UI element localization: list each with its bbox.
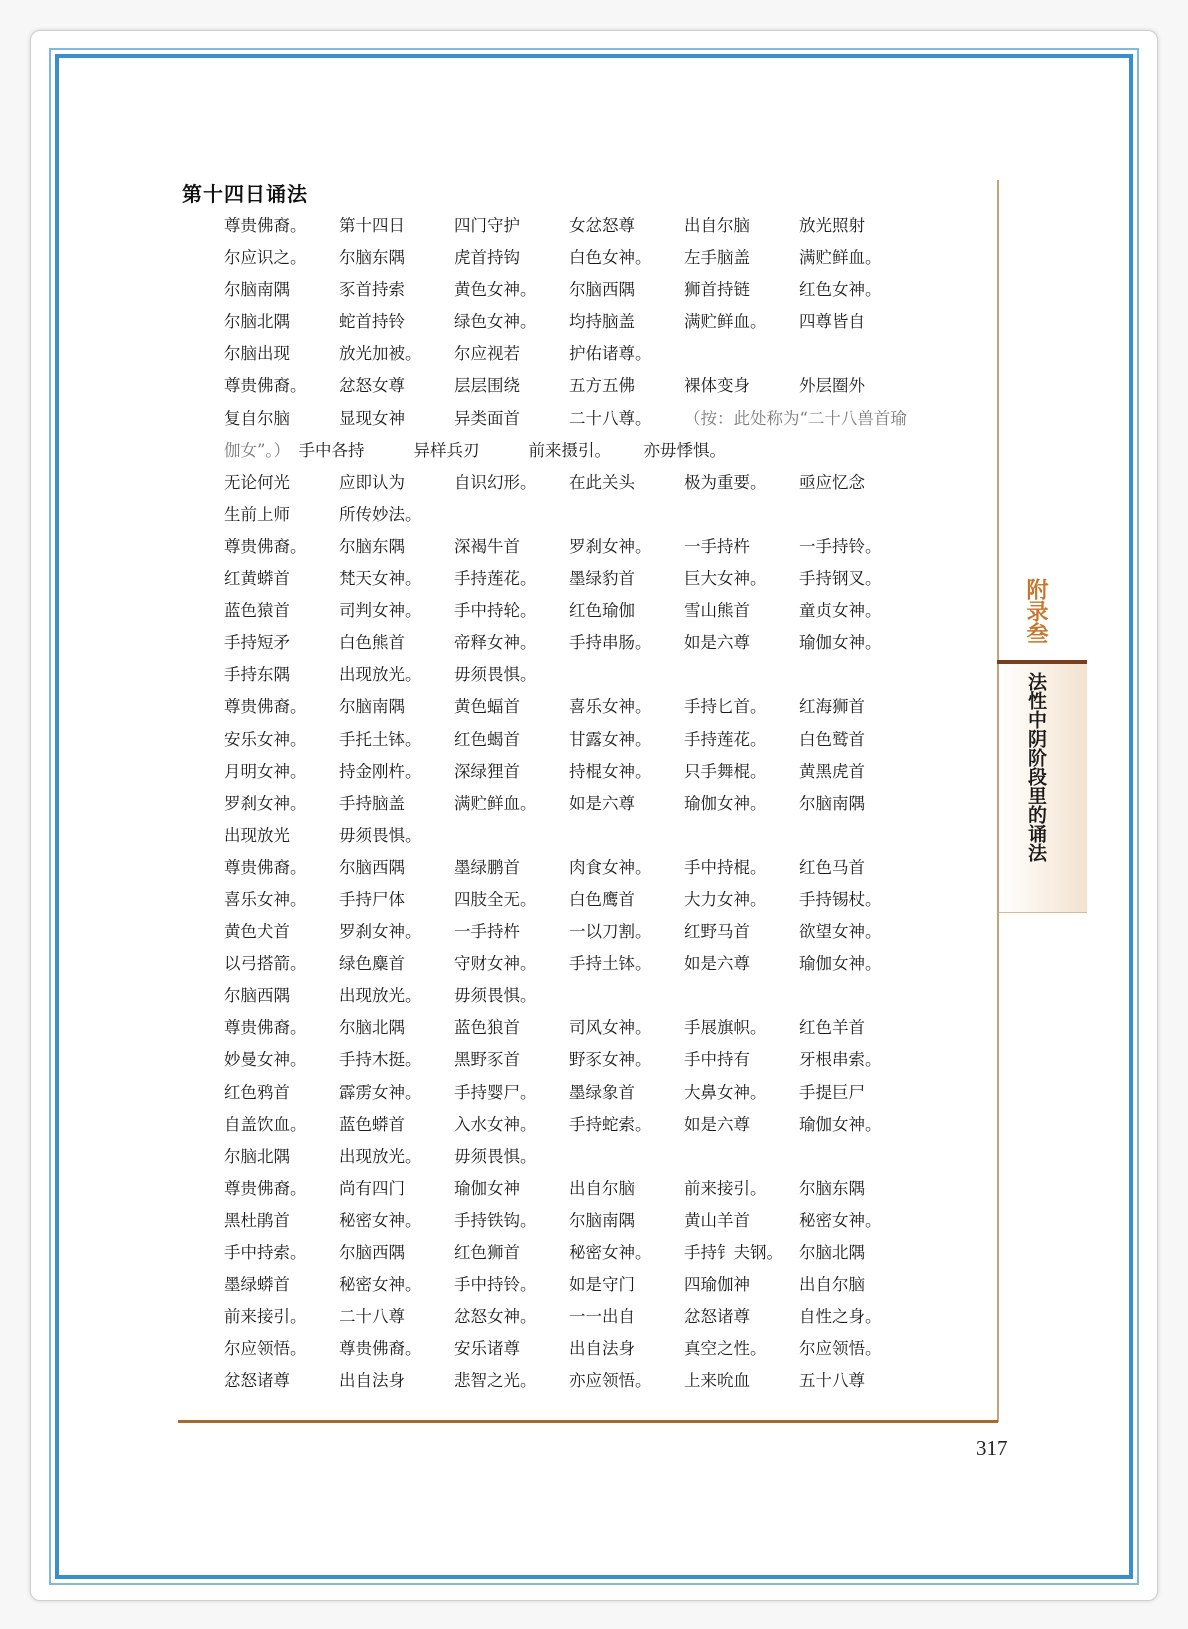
- verse-phrase: 黄黑虎首: [799, 761, 865, 781]
- text-body: [224, 210, 994, 1397]
- verse-phrase: 安乐诸尊: [454, 1339, 520, 1359]
- verse-phrase: 出自尔脑: [684, 216, 750, 235]
- verse-phrase: 尔脑西隅: [569, 280, 635, 300]
- editor-note: （按：此处称为“二十八兽首瑜: [684, 408, 907, 428]
- verse-phrase: 尔脑西隅: [339, 1243, 405, 1262]
- verse-phrase: 蛇首持铃: [339, 312, 405, 332]
- verse-phrase: 毋须畏惧。: [454, 665, 537, 685]
- verse-phrase: 红色蝎首: [454, 729, 520, 749]
- verse-phrase: 红海狮首: [799, 697, 865, 717]
- verse-phrase: 亟应忆念: [799, 472, 865, 492]
- verse-phrase: 出现放光。: [339, 1146, 422, 1166]
- text-line: [224, 756, 994, 788]
- text-line: [224, 1173, 994, 1205]
- verse-phrase: 入水女神。: [454, 1114, 537, 1134]
- verse-phrase: 尔脑东隅: [799, 1178, 865, 1198]
- verse-phrase: 绿色女神。: [454, 312, 537, 332]
- editor-note-continued: 伽女”。）: [224, 440, 282, 460]
- verse-phrase: 手中持轮。: [454, 601, 537, 621]
- verse-phrase: 红色马首: [799, 857, 865, 877]
- verse-phrase: 裸体变身: [684, 376, 750, 396]
- verse-phrase: 牙根串索。: [799, 1050, 882, 1070]
- verse-phrase: 异类面首: [454, 408, 520, 428]
- verse-phrase: 前来接引。: [684, 1178, 767, 1198]
- verse-phrase: 手持钅夫钢。: [684, 1243, 783, 1262]
- text-line: [224, 948, 994, 980]
- verse-phrase: 手提巨尸: [799, 1082, 865, 1102]
- verse-phrase: 红色狮首: [454, 1243, 520, 1262]
- text-line: [224, 306, 994, 338]
- text-line: [224, 627, 994, 659]
- verse-phrase: 手中各持: [298, 440, 365, 460]
- text-line: [224, 1141, 994, 1173]
- verse-phrase: 手持串肠。: [569, 633, 652, 653]
- verse-phrase: 肉食女神。: [569, 857, 652, 877]
- verse-phrase: 野豕女神。: [569, 1050, 652, 1070]
- verse-phrase: 手持短矛: [224, 633, 290, 653]
- text-line: [224, 595, 994, 627]
- verse-phrase: 白色鹰首: [569, 889, 635, 909]
- verse-phrase: 喜乐女神。: [224, 889, 307, 909]
- text-line: [224, 788, 994, 820]
- verse-phrase: 尔应领悟。: [224, 1339, 307, 1359]
- verse-phrase: 喜乐女神。: [569, 697, 652, 717]
- verse-phrase: 手托土钵。: [339, 729, 422, 749]
- text-line: [224, 1301, 994, 1333]
- verse-phrase: 尔应识之。: [224, 248, 307, 268]
- verse-phrase: 复自尔脑: [224, 408, 290, 428]
- verse-phrase: 一手持铃。: [799, 536, 882, 556]
- verse-phrase: 黑野豕首: [454, 1050, 520, 1070]
- verse-phrase: 尚有四门: [339, 1178, 405, 1198]
- verse-phrase: 罗刹女神。: [224, 793, 307, 813]
- verse-phrase: 满贮鲜血。: [454, 793, 537, 813]
- verse-phrase: 手持土钵。: [569, 954, 652, 974]
- verse-phrase: 前来接引。: [224, 1307, 307, 1327]
- verse-phrase: 持金刚杵。: [339, 761, 422, 781]
- verse-phrase: 红色瑜伽: [569, 601, 635, 621]
- text-line: [224, 210, 994, 242]
- verse-phrase: 黄色女神。: [454, 280, 537, 300]
- verse-phrase: 所传妙法。: [339, 504, 422, 524]
- text-line: [224, 820, 994, 852]
- verse-phrase: 红色羊首: [799, 1018, 865, 1038]
- verse-phrase: 出现放光。: [339, 986, 422, 1006]
- verse-phrase: 瑜伽女神: [454, 1178, 520, 1198]
- verse-phrase: 瑜伽女神。: [799, 954, 882, 974]
- verse-phrase: 上来吮血: [684, 1371, 750, 1391]
- verse-phrase: 忿怒女尊: [339, 376, 405, 396]
- verse-phrase: 月明女神。: [224, 761, 307, 781]
- verse-phrase: 妙曼女神。: [224, 1050, 307, 1070]
- verse-phrase: 白色熊首: [339, 633, 405, 653]
- verse-phrase: 如是守门: [569, 1275, 635, 1295]
- verse-phrase: 护佑诸尊。: [569, 344, 652, 364]
- verse-phrase: 尔脑北隅: [224, 1146, 290, 1166]
- verse-phrase: 墨绿豹首: [569, 569, 635, 589]
- text-line: [224, 1044, 994, 1076]
- verse-phrase: 一手持杵: [454, 922, 520, 942]
- verse-phrase: 尊贵佛裔。: [224, 536, 307, 556]
- verse-phrase: 第十四日: [339, 216, 405, 235]
- verse-phrase: 手持脑盖: [339, 793, 405, 813]
- verse-phrase: 自识幻形。: [454, 472, 537, 492]
- verse-phrase: 显现女神: [339, 408, 405, 428]
- verse-phrase: 尔应领悟。: [799, 1339, 882, 1359]
- verse-phrase: 手持莲花。: [684, 729, 767, 749]
- verse-phrase: 蓝色狼首: [454, 1018, 520, 1038]
- verse-phrase: 梵天女神。: [339, 569, 422, 589]
- verse-phrase: 帝释女神。: [454, 633, 537, 653]
- verse-phrase: 五十八尊: [799, 1371, 865, 1391]
- verse-phrase: 瑜伽女神。: [799, 1114, 882, 1134]
- verse-phrase: 无论何光: [224, 472, 290, 492]
- verse-phrase: 四肢全无。: [454, 889, 537, 909]
- verse-phrase: 秘密女神。: [339, 1275, 422, 1295]
- verse-phrase: 黄山羊首: [684, 1210, 750, 1230]
- verse-phrase: 司判女神。: [339, 601, 422, 621]
- verse-phrase: 出现放光。: [339, 665, 422, 685]
- text-line: [224, 242, 994, 274]
- verse-phrase: 四门守护: [454, 216, 520, 235]
- text-line: [224, 1012, 994, 1044]
- verse-phrase: 红色女神。: [799, 280, 882, 300]
- verse-phrase: 手持婴尸。: [454, 1082, 537, 1102]
- verse-phrase: 如是六尊: [684, 954, 750, 974]
- text-line: [224, 435, 994, 467]
- verse-phrase: 秘密女神。: [569, 1243, 652, 1262]
- verse-phrase: 持棍女神。: [569, 761, 652, 781]
- footer-rule: [178, 1420, 998, 1423]
- verse-phrase: 一一出自: [569, 1307, 635, 1327]
- verse-phrase: 尔脑北隅: [799, 1243, 865, 1262]
- verse-phrase: 手中持有: [684, 1050, 750, 1070]
- verse-phrase: 黑杜鹃首: [224, 1210, 290, 1230]
- verse-phrase: 四瑜伽神: [684, 1275, 750, 1295]
- verse-phrase: 手中持铃。: [454, 1275, 537, 1295]
- verse-phrase: 毋须畏惧。: [339, 825, 422, 845]
- text-line: [224, 499, 994, 531]
- text-line: [224, 852, 994, 884]
- text-line: [224, 563, 994, 595]
- verse-phrase: 守财女神。: [454, 954, 537, 974]
- verse-phrase: 亦应领悟。: [569, 1371, 652, 1391]
- text-line: [224, 916, 994, 948]
- text-line: [224, 1365, 994, 1397]
- verse-phrase: 白色鹫首: [799, 729, 865, 749]
- verse-phrase: 瑜伽女神。: [799, 633, 882, 653]
- verse-phrase: 雪山熊首: [684, 601, 750, 621]
- verse-phrase: 罗刹女神。: [569, 536, 652, 556]
- text-line: [224, 1109, 994, 1141]
- verse-phrase: 出自法身: [569, 1339, 635, 1359]
- text-line: [224, 884, 994, 916]
- verse-phrase: 大鼻女神。: [684, 1082, 767, 1102]
- verse-phrase: 尊贵佛裔。: [224, 1018, 307, 1038]
- text-line: [224, 403, 994, 435]
- verse-phrase: 尊贵佛裔。: [224, 376, 307, 396]
- verse-phrase: 秘密女神。: [799, 1210, 882, 1230]
- verse-phrase: 亦毋悸惧。: [643, 440, 726, 460]
- verse-phrase: 尔脑南隅: [224, 280, 290, 300]
- verse-phrase: 黄色犬首: [224, 922, 290, 942]
- verse-phrase: 二十八尊: [339, 1307, 405, 1327]
- verse-phrase: 出自尔脑: [799, 1275, 865, 1295]
- verse-phrase: 手持锡杖。: [799, 889, 882, 909]
- verse-phrase: 尔脑出现: [224, 344, 290, 364]
- verse-phrase: 满贮鲜血。: [684, 312, 767, 332]
- verse-phrase: 巨大女神。: [684, 569, 767, 589]
- text-line: [224, 1333, 994, 1365]
- verse-phrase: 出自法身: [339, 1371, 405, 1391]
- verse-phrase: 在此关头: [569, 472, 635, 492]
- verse-phrase: 手持匕首。: [684, 697, 767, 717]
- verse-phrase: 墨绿蟒首: [224, 1275, 290, 1295]
- verse-phrase: 红黄蟒首: [224, 569, 290, 589]
- appendix-tab-label: 附录叁: [1023, 578, 1048, 644]
- verse-phrase: 均持脑盖: [569, 312, 635, 332]
- verse-phrase: 前来摄引。: [528, 440, 611, 460]
- verse-phrase: 层层围绕: [454, 376, 520, 396]
- verse-phrase: 尔脑北隅: [339, 1018, 405, 1038]
- verse-phrase: 尊贵佛裔。: [224, 697, 307, 717]
- verse-phrase: 极为重要。: [684, 472, 767, 492]
- verse-phrase: 手持蛇索。: [569, 1114, 652, 1134]
- verse-phrase: 放光加被。: [339, 344, 422, 364]
- verse-phrase: 手持钢叉。: [799, 569, 882, 589]
- verse-phrase: 秘密女神。: [339, 1210, 422, 1230]
- verse-phrase: 尔脑南隅: [799, 793, 865, 813]
- verse-phrase: 满贮鲜血。: [799, 248, 882, 268]
- verse-phrase: 尊贵佛裔。: [224, 857, 307, 877]
- text-line: [224, 724, 994, 756]
- verse-phrase: 深褐牛首: [454, 536, 520, 556]
- verse-phrase: 出现放光: [224, 825, 290, 845]
- verse-phrase: 深绿狸首: [454, 761, 520, 781]
- verse-phrase: 忿怒女神。: [454, 1307, 537, 1327]
- verse-phrase: 如是六尊: [569, 793, 635, 813]
- text-line: [224, 691, 994, 723]
- chapter-subtitle: 法性中阴阶段里的诵法: [1025, 672, 1047, 862]
- verse-phrase: 尔脑南隅: [569, 1210, 635, 1230]
- verse-phrase: 女忿怒尊: [569, 216, 635, 235]
- verse-phrase: 绿色麋首: [339, 954, 405, 974]
- verse-phrase: 红野马首: [684, 922, 750, 942]
- verse-phrase: 霹雳女神。: [339, 1082, 422, 1102]
- verse-phrase: 白色女神。: [569, 248, 652, 268]
- verse-phrase: 自性之身。: [799, 1307, 882, 1327]
- text-line: [224, 1205, 994, 1237]
- verse-phrase: 悲智之光。: [454, 1371, 537, 1391]
- verse-phrase: 尔脑北隅: [224, 312, 290, 332]
- verse-phrase: 墨绿鹏首: [454, 857, 520, 877]
- verse-phrase: 尊贵佛裔。: [224, 216, 307, 235]
- verse-phrase: 安乐女神。: [224, 729, 307, 749]
- verse-phrase: 毋须畏惧。: [454, 986, 537, 1006]
- verse-phrase: 手持木挺。: [339, 1050, 422, 1070]
- verse-phrase: 一手持杵: [684, 536, 750, 556]
- verse-phrase: 甘露女神。: [569, 729, 652, 749]
- verse-phrase: 手持尸体: [339, 889, 405, 909]
- verse-phrase: 尔脑西隅: [224, 986, 290, 1006]
- verse-phrase: 只手舞棍。: [684, 761, 767, 781]
- verse-phrase: 外层圈外: [799, 376, 865, 396]
- verse-phrase: 一以刀割。: [569, 922, 652, 942]
- verse-phrase: 红色鸦首: [224, 1082, 290, 1102]
- verse-phrase: 放光照射: [799, 216, 865, 235]
- verse-phrase: 忿怒诸尊: [684, 1307, 750, 1327]
- text-line: [224, 1077, 994, 1109]
- text-line: [224, 467, 994, 499]
- verse-phrase: 尔脑东隅: [339, 248, 405, 268]
- verse-phrase: 尔应视若: [454, 344, 520, 364]
- verse-phrase: 手持东隅: [224, 665, 290, 685]
- verse-phrase: 忿怒诸尊: [224, 1371, 290, 1391]
- verse-phrase: 以弓搭箭。: [224, 954, 307, 974]
- verse-phrase: 虎首持钩: [454, 248, 520, 268]
- verse-phrase: 异样兵刃: [413, 440, 480, 460]
- verse-phrase: 尔脑东隅: [339, 536, 405, 556]
- text-line: [224, 338, 994, 370]
- verse-phrase: 真空之性。: [684, 1339, 767, 1359]
- verse-phrase: 毋须畏惧。: [454, 1146, 537, 1166]
- verse-phrase: 手中持索。: [224, 1243, 307, 1262]
- verse-phrase: 墨绿象首: [569, 1082, 635, 1102]
- verse-phrase: 豕首持索: [339, 280, 405, 300]
- verse-phrase: 尊贵佛裔。: [339, 1339, 422, 1359]
- verse-phrase: 罗刹女神。: [339, 922, 422, 942]
- verse-phrase: 应即认为: [339, 472, 405, 492]
- verse-phrase: 瑜伽女神。: [684, 793, 767, 813]
- text-line: [224, 531, 994, 563]
- text-line: [224, 659, 994, 691]
- verse-phrase: 尊贵佛裔。: [224, 1178, 307, 1198]
- verse-phrase: 尔脑南隅: [339, 697, 405, 717]
- verse-phrase: 手持莲花。: [454, 569, 537, 589]
- verse-phrase: 尔脑西隅: [339, 857, 405, 877]
- verse-phrase: 生前上师: [224, 504, 290, 524]
- verse-phrase: 司风女神。: [569, 1018, 652, 1038]
- page-number: 317: [976, 1436, 1008, 1460]
- text-line: [224, 980, 994, 1012]
- verse-phrase: 左手脑盖: [684, 248, 750, 268]
- verse-phrase: 蓝色蟒首: [339, 1114, 405, 1134]
- verse-phrase: 黄色蝠首: [454, 697, 520, 717]
- verse-phrase: 手展旗帜。: [684, 1018, 767, 1038]
- section-title: 第十四日诵法: [182, 182, 308, 206]
- text-line: [224, 274, 994, 306]
- verse-phrase: 大力女神。: [684, 889, 767, 909]
- verse-phrase: 狮首持链: [684, 280, 750, 300]
- verse-phrase: 手持铁钩。: [454, 1210, 537, 1230]
- verse-phrase: 如是六尊: [684, 633, 750, 653]
- text-line: [224, 1269, 994, 1301]
- verse-phrase: 五方五佛: [569, 376, 635, 396]
- verse-phrase: 童贞女神。: [799, 601, 882, 621]
- text-line: [224, 1237, 994, 1269]
- verse-phrase: 四尊皆自: [799, 312, 865, 332]
- verse-phrase: 二十八尊。: [569, 408, 652, 428]
- verse-phrase: 蓝色猿首: [224, 601, 290, 621]
- verse-phrase: 如是六尊: [684, 1114, 750, 1134]
- verse-phrase: 手中持棍。: [684, 857, 767, 877]
- verse-phrase: 欲望女神。: [799, 922, 882, 942]
- tab-bottom-divider: [999, 912, 1087, 913]
- text-line: [224, 370, 994, 402]
- verse-phrase: 出自尔脑: [569, 1178, 635, 1198]
- verse-phrase: 自盖饮血。: [224, 1114, 307, 1134]
